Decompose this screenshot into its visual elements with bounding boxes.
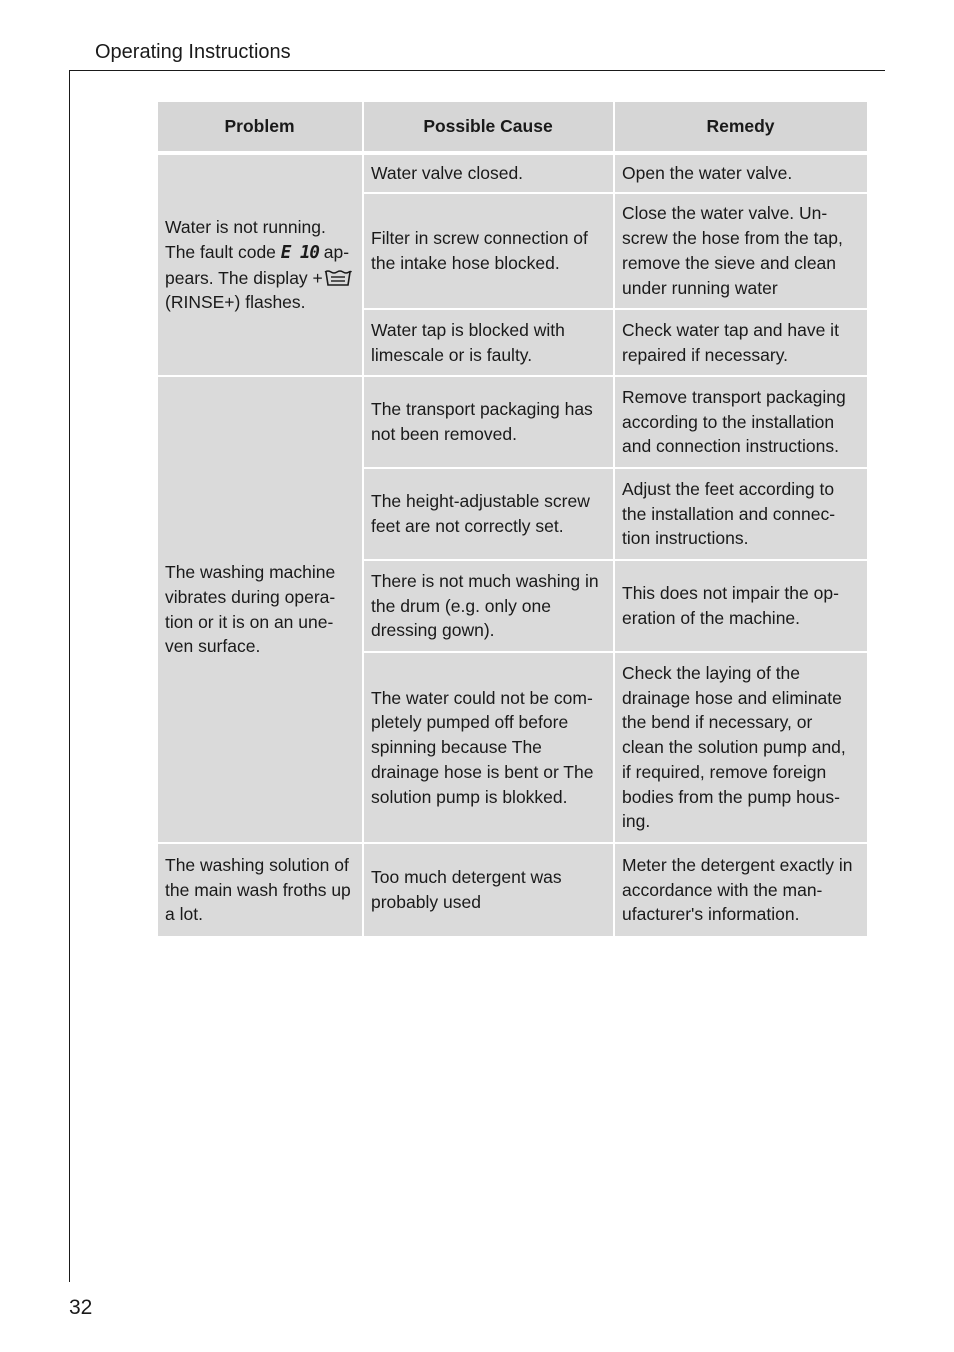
page-number: 32: [69, 1296, 93, 1319]
cause-cell: The water could not be com-pletely pumped off before spinning because The drainage hose is bent or The solution pump is blokked.: [364, 653, 613, 842]
problem-cell-machine-vibrates: The washing machine vibrates during opera-tion or it is on an une-ven surface.: [158, 377, 362, 842]
margin-rule: [69, 70, 70, 1282]
problem-text-part: (RINSE+) flashes.: [165, 292, 306, 313]
cause-cell: Filter in screw connection of the intake hose blocked.: [364, 194, 613, 308]
column-header-remedy: Remedy: [615, 102, 867, 151]
rinse-icon: [324, 270, 352, 287]
problem-cell-excess-froth: The washing solution of the main wash froths up a lot.: [158, 844, 362, 936]
remedy-cell: Check the laying of the drainage hose and eliminate the bend if necessary, or clean the solution pump and, if required, remove foreign bodies from the pump hous-ing.: [615, 653, 867, 842]
cause-cell: Too much detergent was probably used: [364, 844, 613, 936]
remedy-cell: Close the water valve. Un-screw the hose from the tap, remove the sieve and clean under running water: [615, 194, 867, 308]
remedy-cell: Meter the detergent exactly in accordance with the man-ufacturer's information.: [615, 844, 867, 936]
remedy-cell: Adjust the feet according to the installation and connec-tion instructions.: [615, 469, 867, 559]
remedy-cell: Check water tap and have it repaired if necessary.: [615, 310, 867, 375]
page-header-title: Operating Instructions: [95, 41, 291, 63]
cause-cell: The transport packaging has not been removed.: [364, 377, 613, 467]
problem-text-part: Water is not running. The fault code: [165, 216, 326, 262]
cause-cell: Water valve closed.: [364, 155, 613, 192]
column-header-problem: Problem: [158, 102, 362, 151]
remedy-cell: This does not impair the op-eration of the machine.: [615, 561, 867, 651]
fault-code: E 10: [280, 242, 319, 263]
cause-cell: There is not much washing in the drum (e.g. only one dressing gown).: [364, 561, 613, 651]
cause-cell: Water tap is blocked with limescale or is faulty.: [364, 310, 613, 375]
remedy-cell: Remove transport packaging according to the installation and connection instructions.: [615, 377, 867, 467]
troubleshooting-table: [156, 100, 863, 936]
problem-text-part: ap-pears. The display +: [165, 241, 350, 288]
cause-cell: The height-adjustable screw feet are not correctly set.: [364, 469, 613, 559]
problem-cell-water-not-running: [158, 155, 362, 375]
header-rule: [69, 70, 885, 71]
remedy-cell: Open the water valve.: [615, 155, 867, 192]
column-header-possible-cause: Possible Cause: [364, 102, 613, 151]
